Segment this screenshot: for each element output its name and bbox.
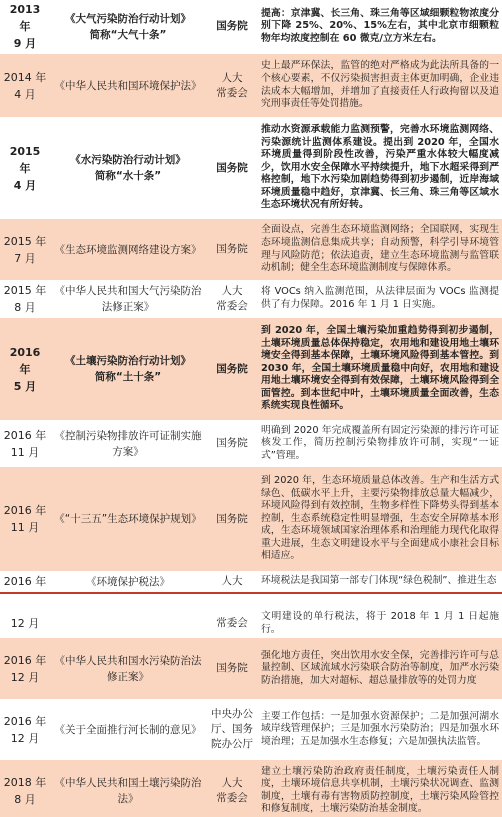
content-cell-text: 到 2020 年，全国土壤污染加重趋势得到初步遏制，土壤环境质量总体保持稳定，农用地和建设用地土壤环境安全得到基本保障，土壤环境风险得到基本管控。到 2030 年，全国土壤环境质量稳中向好，农用地和建设用地土壤环境安全得到有效保障，土壤环境风险得到全面管控。到本世纪中叶，土壤环境质量全面改善，生态系统实现良性循环。: [261, 324, 499, 412]
issuer-cell-text: 人大 常委会: [216, 776, 248, 804]
content-cell-text: 强化地方责任，突出饮用水安全保，完善排污许可与总量控制、区域流域水污染联合防治等制度，加严水污染防治措施，加大对超标、超总量排放等的处罚力度: [261, 649, 499, 686]
table-row: [0, 421, 502, 467]
content-cell-text: 将 VOCs 纳入监测范围，从法律层面为 VOCs 监测提供了有力保障。2016 年 1 月 1 日实施。: [261, 286, 499, 310]
content-cell: [258, 467, 502, 572]
law-cell: [50, 54, 206, 118]
table-row: [0, 318, 502, 421]
table-row: [0, 610, 502, 638]
table-row: [0, 760, 502, 817]
law-cell-text: 《控制污染物排放许可证制实施方案》: [54, 429, 202, 458]
table-row: [0, 54, 502, 118]
date-cell-text: 2016 年 12 月: [3, 653, 47, 684]
date-cell-text: 2016 年 5 月: [9, 345, 41, 393]
law-cell: [50, 421, 206, 467]
table-row: [0, 219, 502, 281]
issuer-cell-text: 国务院: [216, 161, 248, 174]
law-cell-text: 《生态环境监测网络建设方案》: [54, 243, 202, 256]
date-cell: [0, 610, 50, 638]
law-cell: [50, 638, 206, 700]
content-cell-text: 提高：京津冀、长三角、珠三角等区域细颗粒物浓度分别下降 25%、20%、15%左右，其中北京市细颗粒物年均浓度控制在 60 微克/立方米左右。: [261, 7, 499, 44]
table-row: [0, 572, 502, 592]
law-cell-text: 《中华人民共和国水污染防治法修正案》: [54, 654, 202, 683]
issuer-cell: [206, 572, 258, 592]
law-cell: [50, 760, 206, 817]
content-cell: [258, 318, 502, 421]
law-cell: [50, 700, 206, 760]
law-cell: [50, 118, 206, 219]
issuer-cell: [206, 700, 258, 760]
content-cell: [258, 700, 502, 760]
date-cell: [0, 118, 50, 219]
content-cell-text: 主要工作包括：一是加强水资源保护；二是加强河湖水域岸线管理保护；三是加强水污染防治；四是加强水环境治理；五是加强水生态修复；六是加强执法监管。: [261, 710, 499, 747]
content-cell: [258, 281, 502, 318]
date-cell-text: 2013 年 9 月: [9, 3, 41, 50]
content-cell-text: 明确到 2020 年完成覆盖所有固定污染源的排污许可证核发工作，简历控制污染物排放许可制，实现“一证式”管理。: [261, 424, 499, 461]
law-cell-text: 《“十三五”生态环境保护规划》: [54, 513, 202, 525]
table-row: [0, 118, 502, 219]
law-cell-text: 《水污染防治行动计划》 简称“水十条”: [70, 154, 186, 182]
content-cell-text: 到 2020 年，生态环境质量总体改善。生产和生活方式绿色、低碳水平上升，主要污染物排放总量大幅减少，环境风险得到有效控制，生物多样性下降势头得到基本控制，生态系统稳定性明显增强，生态安全屏障基本形成，生态环境领域国家治理体系和治理能力现代化取得重大进展，生态文明建设水平与全面建成小康社会目标相适应。: [261, 474, 499, 562]
table-row: [0, 281, 502, 318]
issuer-cell-text: 国务院: [216, 243, 248, 255]
date-cell-text: 2016 年 12 月: [3, 714, 47, 745]
issuer-cell-text: 国务院: [216, 437, 248, 449]
issuer-cell: [206, 638, 258, 700]
content-cell-text: 推动水资源承载能力监测预警，完善水环境监测网络、污染源统计监测体系建设。提出到 2020 年，全国水环境质量得到阶段性改善，污染严重水体较大幅度减少，饮用水安全保障水平持续提升，地下水超采得到严格控制，地下水污染加剧趋势得到初步遏制，近岸海域环境质量稳中趋好，京津冀、长三角、珠三角等区域水生态环境状况有所好转。: [261, 123, 499, 211]
content-cell: [258, 421, 502, 467]
content-cell-text: 文明建设的单行税法，将于 2018 年 1 月 1 日起施行。: [261, 611, 499, 635]
date-cell: [0, 467, 50, 572]
law-cell: [50, 281, 206, 318]
law-cell-text: 《关于全面推行河长制的意见》: [54, 723, 202, 736]
date-cell: [0, 638, 50, 700]
date-cell-text: 2016 年 11 月: [3, 428, 47, 459]
issuer-cell-text: 国务院: [216, 362, 248, 375]
content-cell: [258, 760, 502, 817]
date-cell: [0, 760, 50, 817]
content-cell: [258, 0, 502, 54]
date-cell: [0, 318, 50, 421]
date-cell-text: 2015 年 4 月: [9, 144, 41, 192]
issuer-cell-text: 国务院: [216, 20, 248, 32]
issuer-cell-text: 常委会: [216, 617, 248, 630]
content-cell-text: 史上最严环保法，监管的绝对严格成为此法所具备的一个核心要素，不仅污染损害担责主体更加明确，企业违法成本大幅增加，并增加了直接责任人行政拘留以及追究刑事责任等处罚措施。: [261, 60, 499, 110]
page-break-gap: [0, 594, 502, 610]
date-cell: [0, 421, 50, 467]
issuer-cell: [206, 118, 258, 219]
date-cell: [0, 281, 50, 318]
issuer-cell-text: 中央办公厅、国务院办公厅: [211, 708, 253, 751]
date-cell-text: 2015 年 7 月: [3, 234, 47, 265]
issuer-cell: [206, 281, 258, 318]
table-row: [0, 467, 502, 572]
table-row: [0, 638, 502, 700]
table-body-2: [0, 610, 502, 817]
date-cell-text: 2015 年 8 月: [3, 284, 47, 314]
content-cell: [258, 572, 502, 592]
content-cell: [258, 54, 502, 118]
policy-table-part-2: [0, 610, 502, 817]
table-row: [0, 700, 502, 760]
law-cell: [50, 318, 206, 421]
issuer-cell: [206, 610, 258, 638]
issuer-cell: [206, 0, 258, 54]
date-cell: [0, 219, 50, 281]
date-cell: [0, 700, 50, 760]
law-cell: [50, 219, 206, 281]
content-cell: [258, 219, 502, 281]
issuer-cell: [206, 421, 258, 467]
content-cell-text: 建立土壤污染防治政府责任制度，土壤污染责任人制度，土壤环境信息共享机制，土壤污染状况调查、监测制度，土壤有毒有害物质防控制度，土壤污染风险管控和修复制度，土壤污染防治基金制度。: [261, 765, 499, 815]
law-cell: [50, 572, 206, 592]
law-cell: [50, 0, 206, 54]
law-cell: [50, 610, 206, 638]
law-cell-text: 《中华人民共和国土壤污染防治法》: [54, 776, 202, 805]
issuer-cell-text: 人大 常委会: [216, 285, 248, 312]
date-cell: [0, 54, 50, 118]
issuer-cell-text: 国务院: [216, 512, 248, 525]
issuer-cell: [206, 54, 258, 118]
date-cell: [0, 572, 50, 592]
law-cell-text: 《环境保护税法》: [86, 575, 170, 588]
law-cell-text: 《土壤污染防治行动计划》 简称“土十条”: [65, 355, 191, 383]
date-cell-text: 2018 年 8 月: [3, 775, 47, 806]
issuer-cell-text: 人大: [221, 575, 243, 587]
issuer-cell: [206, 219, 258, 281]
law-cell-text: 《大气污染防治行动计划》 简称“大气十条”: [65, 12, 191, 41]
law-cell-text: 《中华人民共和国大气污染防治法修正案》: [54, 285, 202, 313]
content-cell: [258, 118, 502, 219]
issuer-cell: [206, 467, 258, 572]
date-cell-text: 2016 年 11 月: [3, 504, 47, 534]
date-cell-text: 2014 年 4 月: [3, 70, 47, 101]
table-row: [0, 0, 502, 54]
date-cell: [0, 0, 50, 54]
issuer-cell: [206, 760, 258, 817]
content-cell-text: 全面设点，完善生态环境监测网络；全国联网，实现生态环境监测信息集成共享；自动预警，科学引导环境管理与风险防范；依法追责，建立生态环境监测与监管联动机制；健全生态环境监测制度与保障体系。: [261, 224, 499, 274]
date-cell-text: 12 月: [10, 617, 40, 631]
date-cell-text: 2016 年: [3, 575, 47, 588]
law-cell: [50, 467, 206, 572]
law-cell-text: 《中华人民共和国环境保护法》: [54, 79, 202, 92]
issuer-cell-text: 人大 常委会: [216, 71, 248, 99]
content-cell-text: 环境税法是我国第一部专门体现“绿色税制”、推进生态: [261, 575, 497, 587]
issuer-cell-text: 国务院: [216, 662, 248, 675]
content-cell: [258, 610, 502, 638]
issuer-cell: [206, 318, 258, 421]
content-cell: [258, 638, 502, 700]
